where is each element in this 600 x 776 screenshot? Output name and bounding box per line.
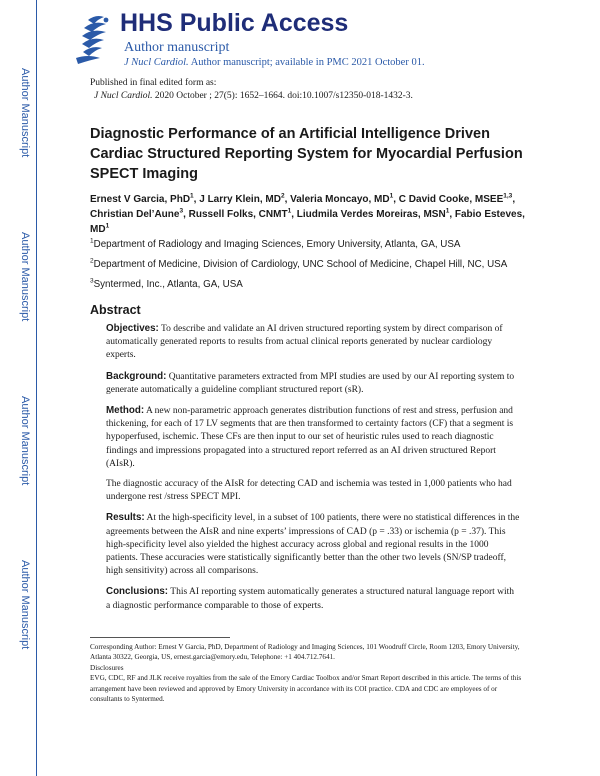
author-name: C David Cooke, MSEE [398, 194, 504, 205]
author-name: Fabio Esteves, MD [90, 209, 525, 235]
author-affiliation-ref: 1 [445, 207, 450, 215]
affiliation-text: Syntermed, Inc., Atlanta, GA, USA [93, 279, 243, 290]
author-name: Christian Del’Aune [90, 209, 180, 220]
author-affiliation-ref: 2 [280, 192, 285, 200]
sidebar-label: Author Manuscript [19, 396, 31, 486]
abstract-method-continued [106, 478, 520, 504]
author [290, 194, 399, 205]
author [199, 194, 290, 205]
section-text: At the high-specificity level, in a subset of 100 patients, there were no statistical differences in the agreements between the AIsR and nine experts’ impressions of CAD (p = .33) or ischemia (p = .37). This high-specificity level also yielded the highest accuracy across global and regional results in the 1000 patients. These accuracies were statistically significantly better than the other two levels (SN/SP tradeoff, high sensitivity) across all comparisons. [106, 513, 520, 577]
disclosures-text: EVG, CDC, RF and JLK receive royalties from the sale of the Emory Cardiac Toolbox and/or Smart Report described in this article. The terms of this arrangement have been reviewed and approved by Emory University in accordance with its COI practice. CDA and CDC are employees of or consultants to Syntermed. [90, 674, 522, 704]
section-label: Conclusions: [106, 586, 169, 598]
pmc-availability [124, 57, 425, 68]
journal-abbrev: J Nucl Cardiol. [124, 57, 189, 68]
availability-text: Author manuscript; available in PMC 2021 October 01. [190, 57, 425, 68]
author-name: Liudmila Verdes Moreiras, MSN [296, 209, 446, 220]
author [90, 209, 189, 220]
affiliation-2 [90, 259, 550, 270]
author [189, 209, 297, 220]
citation-details: 2020 October ; 27(5): 1652–1664. doi:10.1007/s12350-018-1432-3. [154, 91, 413, 101]
author-separator: , [291, 209, 297, 220]
section-label: Objectives: [106, 323, 159, 334]
author [90, 194, 199, 205]
author-separator: , [512, 194, 516, 205]
affiliation-number: 2 [90, 257, 94, 265]
section-text: A new non-parametric approach generates distribution functions of rest and stress, perfusion and thickening, for each of 17 LV segments that are then transformed to certainty factors (CF) that a segment is hypoperfused, ischemic. These CFs are then input to our set of heuristic rules used to reach diagnostic findings and impressions propagated into a structured report referred as an AI driven structured Report (AIsR). [106, 406, 514, 469]
author-separator: , [193, 194, 200, 205]
author-affiliation-ref: 1 [287, 207, 292, 215]
citation-line [90, 90, 413, 103]
section-text: Quantitative parameters extracted from MPI studies are used by our AI reporting system to generate automatically a guideline compliant structured report (sR). [106, 371, 515, 395]
author-separator: , [183, 209, 189, 220]
affiliation-1 [90, 239, 550, 250]
sidebar-label: Author Manuscript [19, 560, 31, 650]
abstract-background [106, 370, 520, 397]
section-label: Background: [106, 370, 167, 382]
footnote-divider [90, 637, 230, 638]
abstract-objectives [106, 322, 520, 363]
published-label: Published in final edited form as: [90, 78, 217, 88]
author-name: Ernest V Garcia, PhD [90, 194, 191, 205]
affiliation-text: Department of Radiology and Imaging Sciences, Emory University, Atlanta, GA, USA [93, 239, 461, 250]
section-label: Results: [106, 512, 145, 524]
abstract-results [106, 511, 520, 578]
footnotes [90, 642, 522, 704]
abstract-conclusions [106, 585, 520, 612]
disclosures-heading: Disclosures [90, 663, 124, 672]
author-separator: , [393, 194, 399, 205]
abstract-method [106, 404, 520, 471]
hhs-public-access-title: HHS Public Access [120, 9, 349, 37]
author [297, 209, 455, 220]
author-list [90, 192, 530, 237]
author-name: Valeria Moncayo, MD [290, 194, 390, 205]
author-separator: , [284, 194, 291, 205]
sidebar-label: Author Manuscript [19, 68, 31, 158]
publication-info [90, 77, 413, 103]
author-affiliation-ref: 1 [190, 192, 194, 200]
author-affiliation-ref: 1 [105, 222, 110, 230]
hhs-eagle-logo [74, 10, 114, 66]
sidebar-rule [36, 0, 37, 776]
section-label: Method: [106, 405, 145, 417]
journal-name: J Nucl Cardiol. [94, 91, 153, 101]
author-affiliation-ref: 1 [389, 192, 394, 200]
affiliation-text: Department of Medicine, Division of Cardiology, UNC School of Medicine, Chapel Hill, NC, USA [93, 259, 508, 270]
author-name: J Larry Klein, MD [199, 194, 281, 205]
section-text: The diagnostic accuracy of the AIsR for detecting CAD and ischemia was tested in 1,000 patients who had undergone rest /stress SPECT MPI. [106, 479, 512, 503]
author-manuscript-label: Author manuscript [124, 40, 230, 55]
affiliation-number: 1 [90, 237, 94, 245]
affiliation-3 [90, 279, 550, 290]
paper-title: Diagnostic Performance of an Artificial Intelligence Driven Cardiac Structured Reporting System for Myocardial Perfusion SPECT Imaging [90, 126, 523, 182]
author-affiliation-ref: 1,3 [503, 192, 513, 200]
corresponding-author: Corresponding Author: Ernest V Garcia, PhD, Department of Radiology and Imaging Sciences, 101 Woodruff Circle, Room 1203, Emory University, Atlanta 30322, Georgia, US, ernest.garcia@emory.edu, Telephone: +1 404.712.7641. [90, 643, 520, 662]
author-separator: , [449, 209, 455, 220]
abstract-heading: Abstract [90, 303, 141, 317]
section-text: To describe and validate an AI driven structured reporting system by direct comparison of automatically generated reports to results from actual clinical reports generated by nuclear cardiology experts. [106, 324, 503, 361]
sidebar-label: Author Manuscript [19, 232, 31, 322]
affiliation-number: 3 [90, 277, 94, 285]
author [399, 194, 515, 205]
abstract-body [106, 322, 520, 620]
section-text: This AI reporting system automatically generates a structured natural language report with a diagnostic performance comparable to those of experts. [106, 587, 515, 611]
author-name: Russell Folks, CNMT [188, 209, 288, 220]
author-affiliation-ref: 3 [179, 207, 184, 215]
